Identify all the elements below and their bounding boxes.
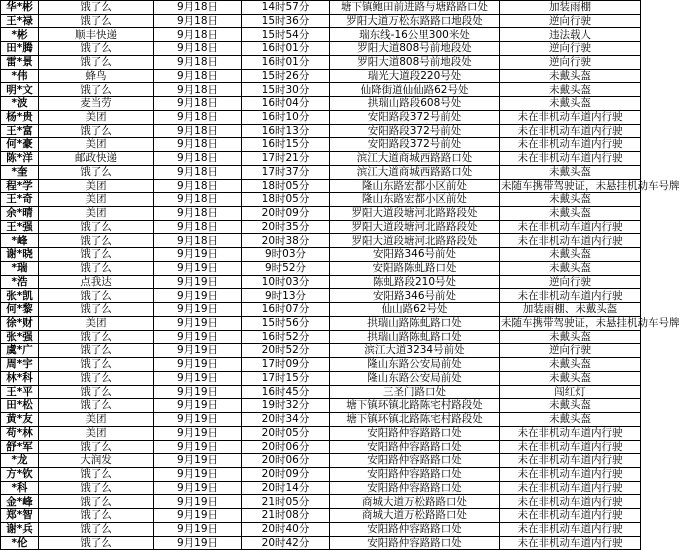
platform-cell: 美团 [39,110,154,124]
table-row [1,399,641,413]
table-row [1,275,641,289]
rider-name-cell: 余*晴 [1,207,39,221]
date-cell: 9月18日 [154,179,242,193]
rider-name-cell: 田*松 [1,399,39,413]
time-cell: 20时40分 [242,522,330,536]
platform-cell: 美团 [39,426,154,440]
rider-name-cell: 王*强 [1,220,39,234]
date-cell: 9月18日 [154,124,242,138]
rider-name-cell: 何*黎 [1,303,39,317]
time-cell: 20时14分 [242,481,330,495]
platform-cell: 饿了么 [39,220,154,234]
time-cell: 17时21分 [242,152,330,166]
table-row [1,14,641,28]
platform-cell: 饿了么 [39,467,154,481]
time-cell: 20时06分 [242,440,330,454]
platform-cell: 饿了么 [39,371,154,385]
location-cell: 安阳路段372号前处 [330,124,500,138]
location-cell: 拱瑞山路陈虬路口处 [330,330,500,344]
date-cell: 9月18日 [154,234,242,248]
table-row [1,28,641,42]
violation-cell: 未在非机动车道内行驶 [500,220,641,234]
date-cell: 9月19日 [154,261,242,275]
location-cell: 隆山东路宏都小区前处 [330,193,500,207]
violation-cell: 未在非机动车道内行驶 [500,454,641,468]
table-row [1,467,641,481]
table-row [1,152,641,166]
time-cell: 16时07分 [242,303,330,317]
location-cell: 瑞东线-16公里300米处 [330,28,500,42]
platform-cell: 饿了么 [39,124,154,138]
violation-cell: 未在非机动车道内行驶 [500,495,641,509]
violation-cell: 未戴头盔 [500,330,641,344]
violation-cell: 未在非机动车道内行驶 [500,138,641,152]
platform-cell: 蜂鸟 [39,69,154,83]
table-row [1,220,641,234]
violation-cell: 闯红灯 [500,385,641,399]
time-cell: 21时08分 [242,509,330,523]
date-cell: 9月18日 [154,193,242,207]
time-cell: 15时26分 [242,69,330,83]
time-cell: 20时09分 [242,207,330,221]
platform-cell: 大润发 [39,454,154,468]
table-row [1,330,641,344]
location-cell: 隆山东路公安局前处 [330,371,500,385]
table-row [1,165,641,179]
platform-cell: 饿了么 [39,303,154,317]
violation-cell: 逆向行驶 [500,55,641,69]
time-cell: 18时05分 [242,193,330,207]
time-cell: 20时52分 [242,344,330,358]
time-cell: 15时36分 [242,14,330,28]
time-cell: 20时38分 [242,234,330,248]
location-cell: 罗阳大道段塘河北路路段处 [330,220,500,234]
rider-name-cell: 杨*贵 [1,110,39,124]
table-row [1,55,641,69]
table-row [1,522,641,536]
violation-cell: 未在非机动车道内行驶 [500,234,641,248]
table-row [1,385,641,399]
violation-cell: 未在非机动车道内行驶 [500,124,641,138]
date-cell: 9月19日 [154,399,242,413]
location-cell: 塘下镇环镇北路陈宅村路段处 [330,399,500,413]
platform-cell: 饿了么 [39,55,154,69]
table-row [1,179,641,193]
time-cell: 20时34分 [242,413,330,427]
violation-cell: 未戴头盔 [500,193,641,207]
time-cell: 16时04分 [242,97,330,111]
date-cell: 9月19日 [154,413,242,427]
platform-cell: 饿了么 [39,344,154,358]
date-cell: 9月19日 [154,495,242,509]
date-cell: 9月19日 [154,344,242,358]
location-cell: 仙山路62号处 [330,303,500,317]
violation-cell: 未戴头盔 [500,261,641,275]
violation-cell: 未戴头盔 [500,165,641,179]
violation-cell: 未戴头盔 [500,83,641,97]
location-cell: 罗阳大道段塘河北路路段处 [330,207,500,221]
location-cell: 隆山东路公安局前处 [330,358,500,372]
location-cell: 陈虬路段210号处 [330,275,500,289]
platform-cell: 美团 [39,138,154,152]
violation-cell: 加装雨棚、未戴头盔 [500,303,641,317]
location-cell: 安阳路陈虬路口处 [330,261,500,275]
location-cell: 安阳路346号前处 [330,289,500,303]
violation-cell: 违法载人 [500,28,641,42]
location-cell: 商城大道万松路路口处 [330,509,500,523]
table-row [1,358,641,372]
table-row [1,207,641,221]
time-cell: 17时37分 [242,165,330,179]
location-cell: 塘下镇环镇北路陈宅村路段处 [330,413,500,427]
location-cell: 瑞光大道段220号处 [330,69,500,83]
platform-cell: 饿了么 [39,14,154,28]
table-row [1,289,641,303]
location-cell: 隆山东路宏都小区前处 [330,179,500,193]
date-cell: 9月19日 [154,481,242,495]
time-cell: 18时05分 [242,179,330,193]
table-row [1,344,641,358]
date-cell: 9月18日 [154,28,242,42]
time-cell: 15时30分 [242,83,330,97]
rider-name-cell: 金*峰 [1,495,39,509]
location-cell: 安阳路仲容路路口处 [330,522,500,536]
date-cell: 9月19日 [154,303,242,317]
location-cell: 商城大道万松路路口处 [330,495,500,509]
violation-cell: 逆向行驶 [500,42,641,56]
platform-cell: 饿了么 [39,440,154,454]
rider-name-cell: 徐*财 [1,316,39,330]
time-cell: 15时54分 [242,28,330,42]
date-cell: 9月19日 [154,467,242,481]
platform-cell: 饿了么 [39,165,154,179]
rider-name-cell: 华*彬 [1,1,39,15]
table-row [1,110,641,124]
violation-cell: 未戴头盔 [500,413,641,427]
table-row [1,495,641,509]
table-row [1,97,641,111]
date-cell: 9月19日 [154,509,242,523]
rider-name-cell: *龙 [1,454,39,468]
table-row [1,316,641,330]
platform-cell: 饿了么 [39,522,154,536]
violation-cell: 未戴头盔 [500,371,641,385]
platform-cell: 饿了么 [39,234,154,248]
location-cell: 罗阳大道万松东路路口地段处 [330,14,500,28]
rider-name-cell: 周*宇 [1,358,39,372]
violation-cell: 未在非机动车道内行驶 [500,426,641,440]
date-cell: 9月19日 [154,522,242,536]
table-row [1,440,641,454]
date-cell: 9月18日 [154,165,242,179]
location-cell: 安阳路仲容路路口处 [330,454,500,468]
table-row [1,426,641,440]
location-cell: 罗阳大道808号前地段处 [330,42,500,56]
time-cell: 16时52分 [242,330,330,344]
rider-name-cell: *伟 [1,69,39,83]
date-cell: 9月18日 [154,138,242,152]
time-cell: 21时05分 [242,495,330,509]
location-cell: 罗阳大道段塘河北路路段处 [330,234,500,248]
rider-name-cell: *浩 [1,275,39,289]
rider-name-cell: *波 [1,97,39,111]
rider-name-cell: 王*奇 [1,193,39,207]
violation-cell: 未在非机动车道内行驶 [500,522,641,536]
location-cell: 滨江大道商城西路路口处 [330,152,500,166]
rider-name-cell: 何*豪 [1,138,39,152]
location-cell: 拱瑞山路陈虬路口处 [330,316,500,330]
location-cell: 安阳路仲容路路口处 [330,536,500,550]
table-row [1,138,641,152]
date-cell: 9月19日 [154,316,242,330]
platform-cell: 美团 [39,179,154,193]
violation-cell: 未戴头盔 [500,69,641,83]
date-cell: 9月19日 [154,248,242,262]
violation-cell: 未随车携带驾驶证，未悬挂机动车号牌 [501,179,680,192]
time-cell: 16时10分 [242,110,330,124]
location-cell: 安阳路仲容路路口处 [330,467,500,481]
rider-name-cell: 谢*晓 [1,248,39,262]
platform-cell: 饿了么 [39,330,154,344]
violation-cell: 未在非机动车道内行驶 [500,289,641,303]
date-cell: 9月18日 [154,69,242,83]
time-cell: 16时13分 [242,124,330,138]
platform-cell: 饿了么 [39,1,154,15]
violation-cell: 未戴头盔 [500,358,641,372]
location-cell: 三圣门路口处 [330,385,500,399]
rider-name-cell: 田*腾 [1,42,39,56]
platform-cell: 饿了么 [39,289,154,303]
rider-name-cell: 雷*景 [1,55,39,69]
violation-table-body [1,1,680,550]
date-cell: 9月19日 [154,454,242,468]
platform-cell: 饿了么 [39,495,154,509]
rider-name-cell: 郑*智 [1,509,39,523]
table-row [1,454,641,468]
time-cell: 20时42分 [242,536,330,550]
platform-cell: 饿了么 [39,42,154,56]
violation-cell: 未在非机动车道内行驶 [500,440,641,454]
platform-cell: 饿了么 [39,399,154,413]
date-cell: 9月19日 [154,385,242,399]
platform-cell: 饿了么 [39,83,154,97]
rider-name-cell: 谢*兵 [1,522,39,536]
date-cell: 9月19日 [154,275,242,289]
violation-cell: 未戴头盔 [500,399,641,413]
platform-cell: 饿了么 [39,385,154,399]
time-cell: 15时56分 [242,316,330,330]
table-row [1,42,641,56]
table-row [1,261,641,275]
time-cell: 20时05分 [242,426,330,440]
rider-name-cell: 黄*友 [1,413,39,427]
violation-cell: 未随车携带驾驶证，未悬挂机动车号牌 [501,317,680,329]
table-row [1,248,641,262]
violation-cell: 逆向行驶 [500,14,641,28]
rider-name-cell: 苟*林 [1,426,39,440]
violation-cell: 未戴头盔 [500,248,641,262]
date-cell: 9月19日 [154,536,242,550]
violation-cell: 未在非机动车道内行驶 [500,152,641,166]
date-cell: 9月18日 [154,83,242,97]
time-cell: 20时35分 [242,220,330,234]
table-row [1,371,641,385]
rider-name-cell: 明*文 [1,83,39,97]
platform-cell: 麦当劳 [39,97,154,111]
date-cell: 9月18日 [154,1,242,15]
time-cell: 19时32分 [242,399,330,413]
location-cell: 塘下镇鲍田前进路与塘路路口处 [330,1,500,15]
rider-name-cell: 王*富 [1,124,39,138]
location-cell: 拱瑞山路段608号处 [330,97,500,111]
table-row [1,234,641,248]
platform-cell: 点我达 [39,275,154,289]
date-cell: 9月19日 [154,426,242,440]
violation-cell: 未在非机动车道内行驶 [500,509,641,523]
platform-cell: 顺丰快递 [39,28,154,42]
date-cell: 9月18日 [154,110,242,124]
table-row [1,1,641,15]
time-cell: 16时45分 [242,385,330,399]
rider-name-cell: *伦 [1,536,39,550]
violation-cell: 加装雨棚 [500,1,641,15]
time-cell: 17时09分 [242,358,330,372]
violation-cell: 未戴头盔 [500,97,641,111]
platform-cell: 美团 [39,193,154,207]
date-cell: 9月18日 [154,14,242,28]
date-cell: 9月18日 [154,220,242,234]
rider-name-cell: 王*禄 [1,14,39,28]
date-cell: 9月18日 [154,207,242,221]
location-cell: 安阳路346号前处 [330,248,500,262]
violation-cell: 未在非机动车道内行驶 [500,110,641,124]
violation-cell: 未在非机动车道内行驶 [500,481,641,495]
date-cell: 9月19日 [154,440,242,454]
location-cell: 安阳路仲容路路口处 [330,481,500,495]
table-row [1,509,641,523]
time-cell: 20时06分 [242,454,330,468]
location-cell: 罗阳大道808号前地段处 [330,55,500,69]
rider-name-cell: *奎 [1,165,39,179]
rider-name-cell: 程*学 [1,179,39,193]
date-cell: 9月19日 [154,289,242,303]
platform-cell: 饿了么 [39,481,154,495]
time-cell: 9时13分 [242,289,330,303]
table-row [1,481,641,495]
location-cell: 滨江大道商城西路路口处 [330,165,500,179]
rider-name-cell: *科 [1,481,39,495]
platform-cell: 饿了么 [39,248,154,262]
time-cell: 10时03分 [242,275,330,289]
location-cell: 安阳路仲容路路口处 [330,426,500,440]
platform-cell: 邮政快递 [39,152,154,166]
violation-cell: 未在非机动车道内行驶 [500,467,641,481]
platform-cell: 美团 [39,413,154,427]
time-cell: 14时57分 [242,1,330,15]
time-cell: 16时01分 [242,55,330,69]
table-row [1,83,641,97]
table-row [1,124,641,138]
date-cell: 9月19日 [154,358,242,372]
violation-cell: 未在非机动车道内行驶 [500,536,641,550]
location-cell: 仙降街道仙仙路62号处 [330,83,500,97]
time-cell: 17时15分 [242,371,330,385]
date-cell: 9月19日 [154,371,242,385]
time-cell: 16时15分 [242,138,330,152]
table-row [1,413,641,427]
location-cell: 安阳路仲容路路口处 [330,440,500,454]
rider-name-cell: *瑞 [1,261,39,275]
platform-cell: 美团 [39,207,154,221]
location-cell: 安阳路段372号前处 [330,110,500,124]
violation-cell: 未戴头盔 [500,207,641,221]
time-cell: 9时03分 [242,248,330,262]
date-cell: 9月18日 [154,97,242,111]
platform-cell: 美团 [39,316,154,330]
location-cell: 滨江大道3234号前处 [330,344,500,358]
rider-name-cell: 张*强 [1,330,39,344]
violation-cell: 逆向行驶 [500,275,641,289]
violation-cell: 逆向行驶 [500,344,641,358]
rider-name-cell: *彬 [1,28,39,42]
rider-name-cell: 林*科 [1,371,39,385]
platform-cell: 饿了么 [39,509,154,523]
rider-name-cell: 陈*洋 [1,152,39,166]
rider-name-cell: 虞*广 [1,344,39,358]
rider-name-cell: 王*平 [1,385,39,399]
rider-name-cell: 舒*军 [1,440,39,454]
table-row [1,303,641,317]
time-cell: 16时01分 [242,42,330,56]
table-row [1,69,641,83]
table-row [1,536,641,550]
date-cell: 9月18日 [154,152,242,166]
date-cell: 9月18日 [154,55,242,69]
location-cell: 安阳路段372号前处 [330,138,500,152]
rider-name-cell: 方*钦 [1,467,39,481]
rider-name-cell: 张*凯 [1,289,39,303]
time-cell: 9时52分 [242,261,330,275]
time-cell: 20时09分 [242,467,330,481]
table-row [1,193,641,207]
rider-name-cell: *峰 [1,234,39,248]
platform-cell: 饿了么 [39,536,154,550]
date-cell: 9月18日 [154,42,242,56]
date-cell: 9月19日 [154,330,242,344]
platform-cell: 饿了么 [39,261,154,275]
platform-cell: 饿了么 [39,358,154,372]
